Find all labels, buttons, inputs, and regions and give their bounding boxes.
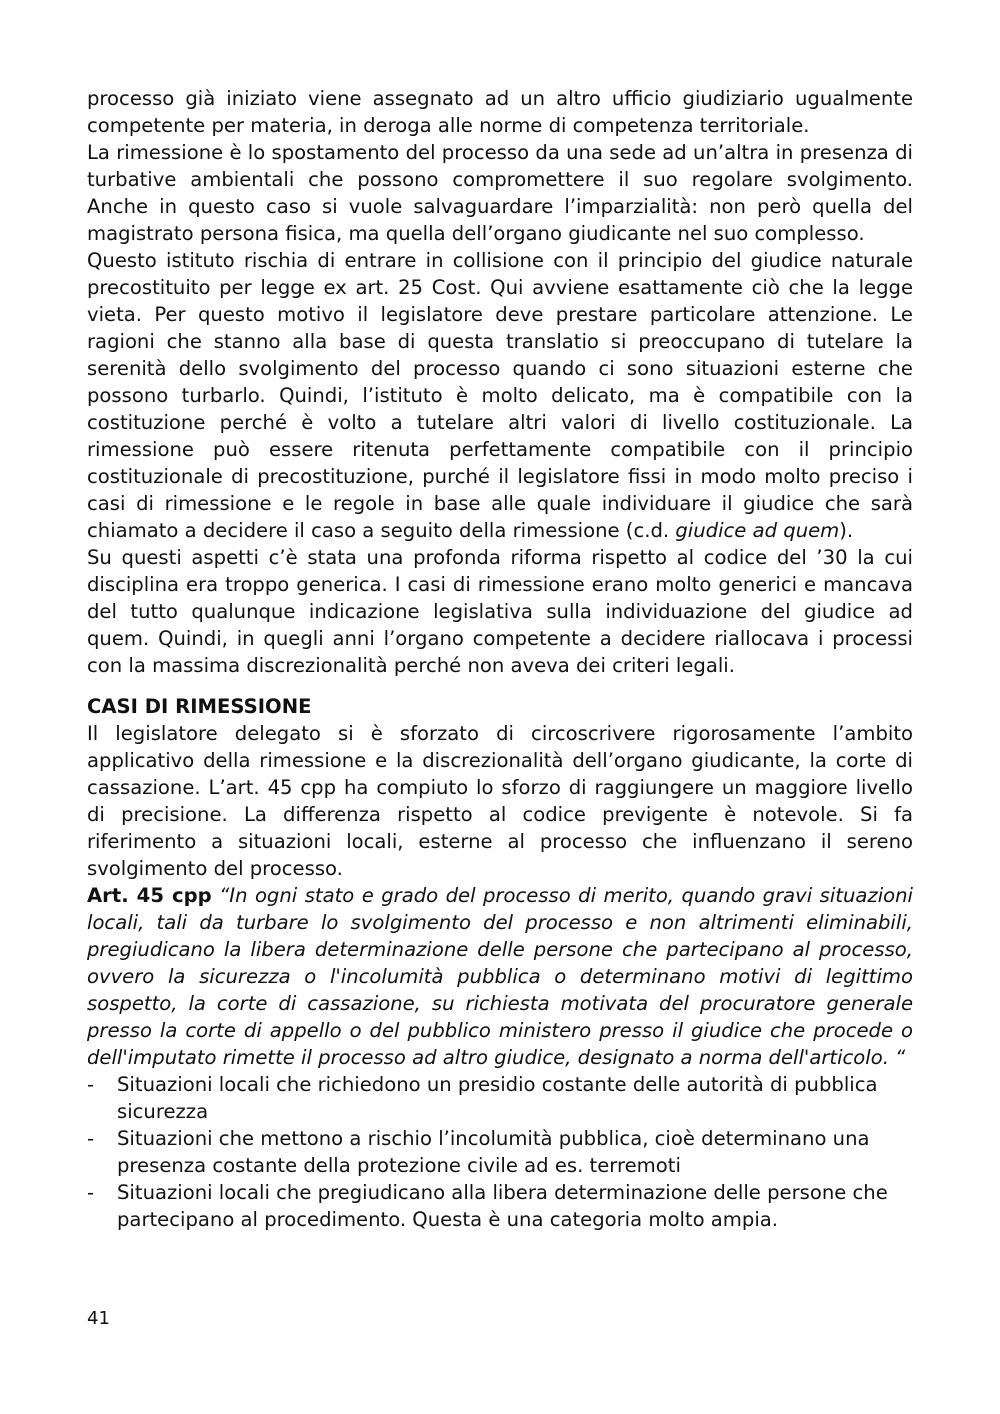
article-text: “In ogni stato e grado del processo di merito, quando gravi situazioni locali, tali da turbare lo svolgimento del processo e non altrimenti eliminabili, pregiudicano la libera determinazione delle persone che partecipano al processo, ovvero la sicurezza o l'incolumità pubblica o determinano motivi di legittimo sospetto, la corte di cassazione, su richiesta motivata del procuratore generale presso la corte di appello o del pubblico ministero presso il giudice che procede o dell'imputato rimette il processo ad altro giudice, designato a norma dell'articolo. “ [87, 884, 913, 1069]
paragraph-1: processo già iniziato viene assegnato ad un altro ufficio giudiziario ugualmente competente per materia, in deroga alle norme di competenza territoriale. [87, 87, 913, 137]
list-item [87, 1125, 913, 1179]
section-paragraph-1: Il legislatore delegato si è sforzato di circoscrivere rigorosamente l’ambito applicativo della rimessione e la discrezionalità dell’organo giudicante, la corte di cassazione. L’art. 45 cpp ha compiuto lo sforzo di raggiungere un maggiore livello di precisione. La differenza rispetto al codice previgente è notevole. Si fa riferimento a situazioni locali, esterne al processo che influenzano il sereno svolgimento del processo. [87, 722, 913, 880]
list-item [87, 1179, 913, 1233]
bullet-dash: - [87, 1127, 95, 1150]
list-item-text: Situazioni locali che pregiudicano alla libera determinazione delle persone che partecipano al procedimento. Questa è una categoria molto ampia. [117, 1181, 888, 1231]
paragraph-2: La rimessione è lo spostamento del processo da una sede ad un’altra in presenza di turbative ambientali che possono compromettere il suo regolare svolgimento. Anche in questo caso si vuole salvaguardare l’imparzialità: non però quella del magistrato persona fisica, ma quella dell’organo giudicante nel suo complesso. [87, 141, 913, 245]
article-label: Art. 45 cpp [87, 884, 212, 907]
section-heading: CASI DI RIMESSIONE [87, 695, 312, 718]
list-item-text: Situazioni locali che richiedono un presidio costante delle autorità di pubblica sicurezza [117, 1073, 878, 1123]
article-quote [87, 882, 913, 1071]
page-number: 41 [87, 1308, 110, 1329]
paragraph-3-italic: giudice ad quem [675, 519, 840, 542]
list-item-text: Situazioni che mettono a rischio l’incolumità pubblica, cioè determinano una presenza costante della protezione civile ad es. terremoti [117, 1127, 870, 1177]
list-item [87, 1071, 913, 1125]
cases-list [87, 1071, 913, 1233]
paragraph-3-text: Questo istituto rischia di entrare in collisione con il principio del giudice naturale precostituito per legge ex art. 25 Cost. Qui avviene esattamente ciò che la legge vieta. Per questo motivo il legislatore deve prestare particolare attenzione. Le ragioni che stanno alla base di questa translatio si preoccupano di tutelare la serenità dello svolgimento del processo quando ci sono situazioni esterne che possono turbarlo. Quindi, l’istituto è molto delicato, ma è compatibile con la costituzione perché è volto a tutelare altri valori di livello costituzionale. La rimessione può essere ritenuta perfettamente compatibile con il principio costituzionale di precostituzione, purché il legislatore fissi in modo molto preciso i casi di rimessione e le regole in base alle quale individuare il giudice che sarà chiamato a decidere il caso a seguito della rimessione (c.d. [87, 249, 913, 542]
page-body [87, 85, 913, 1233]
bullet-dash: - [87, 1073, 95, 1096]
paragraph-3-end: ). [839, 519, 854, 542]
paragraph-3 [87, 247, 913, 544]
paragraph-4: Su questi aspetti c’è stata una profonda riforma rispetto al codice del ’30 la cui disciplina era troppo generica. I casi di rimessione erano molto generici e mancava del tutto qualunque indicazione legislativa sulla individuazione del giudice ad quem. Quindi, in quegli anni l’organo competente a decidere riallocava i processi con la massima discrezionalità perché non aveva dei criteri legali. [87, 546, 913, 677]
bullet-dash: - [87, 1181, 95, 1204]
